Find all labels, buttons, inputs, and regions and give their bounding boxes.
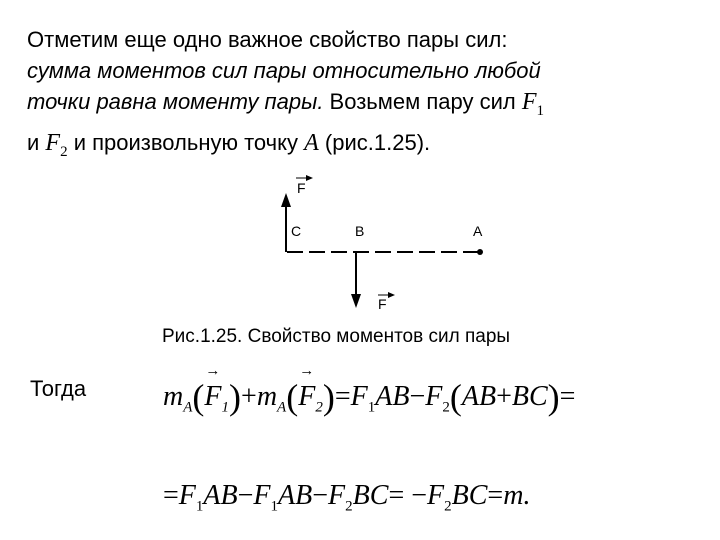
formula-line-1: [163, 376, 575, 418]
symbol-point-A: A: [304, 129, 319, 156]
f2-BC1: BC: [352, 480, 389, 511]
f2-F1a-sub: 1: [195, 498, 204, 515]
f2-m-end: m.: [503, 480, 531, 511]
f2-F2a: F: [328, 480, 346, 511]
line2-italic-text: сумма моментов сил пары относительно любой: [27, 58, 541, 83]
f2-F2b-sub: 2: [444, 498, 452, 515]
symbol-F2-sub: 2: [60, 143, 68, 160]
f1-plus: +: [241, 381, 257, 412]
point-A-dot: [477, 249, 483, 255]
f2-eq: =: [163, 480, 179, 511]
f2-F1b: F: [253, 480, 271, 511]
f1-lp2: (: [286, 377, 299, 417]
f1-vecF1-sub: 1: [221, 399, 230, 416]
f1-vecF2-letter: F: [298, 381, 316, 412]
f2-F1a: F: [178, 480, 196, 511]
top-vector-arrowhead: [306, 175, 313, 181]
figure-caption: Рис.1.25. Свойство моментов сил пары: [162, 326, 511, 347]
f1-vecF2: [298, 381, 323, 417]
f1-F2: F: [425, 381, 443, 412]
f1-plus2: +: [496, 381, 512, 412]
symbol-F1-sub: 1: [536, 102, 545, 119]
f1-F2-sub: 2: [442, 399, 450, 416]
force-down-arrowhead: [351, 294, 361, 308]
f2-F1b-sub: 1: [270, 498, 279, 515]
f1-vecF1: [204, 381, 229, 417]
line1-text: Отметим еще одно важное свойство пары сил:: [27, 27, 508, 52]
f1-vecF2-sub: 2: [315, 399, 323, 416]
f1-rp3: ): [547, 377, 560, 417]
force-up-arrowhead: [281, 193, 291, 207]
f1-minus: −: [409, 381, 426, 412]
f2-F2a-sub: 2: [345, 498, 353, 515]
line4-mid-text: и произвольную точку: [67, 129, 305, 155]
f1-F1-sub: 1: [367, 399, 376, 416]
label-A: A: [473, 223, 483, 239]
f1-eq2: =: [559, 381, 576, 412]
f2-minus1: −: [237, 480, 254, 511]
f1-rp2: ): [322, 377, 335, 417]
formula-line-2: [163, 480, 530, 516]
f1-rp1: ): [229, 377, 242, 417]
f1-eq1: =: [334, 381, 351, 412]
line4-end-text: (рис.1.25).: [318, 129, 431, 155]
bottom-vector-arrowhead: [388, 292, 395, 298]
f1-BC: BC: [511, 381, 548, 412]
f2-minus2: −: [312, 480, 329, 511]
f1-m2: m: [256, 381, 278, 412]
line3-italic-text: точки равна моменту пары.: [27, 89, 324, 114]
togda-word: Тогда: [30, 376, 87, 401]
f2-F2b: F: [427, 480, 445, 511]
label-F-bottom: F: [378, 296, 387, 312]
f2-eq-neg: = −: [388, 480, 428, 511]
f1-lp3: (: [449, 377, 462, 417]
label-B: B: [355, 223, 365, 239]
label-F-top: F: [297, 180, 306, 196]
line3-rest-text: Возьмем пару сил: [323, 89, 522, 114]
f2-AB1: AB: [203, 480, 238, 511]
symbol-F2-letter: F: [45, 129, 61, 156]
f2-BC2: BC: [451, 480, 488, 511]
f1-m1-sub: A: [183, 399, 193, 416]
f1-vecF1-letter: F: [204, 381, 222, 412]
label-C: C: [291, 223, 302, 239]
f1-AB2: AB: [461, 381, 497, 412]
and-word: и: [27, 129, 46, 155]
f1-m2-sub: A: [277, 399, 287, 416]
f2-AB2: AB: [278, 480, 313, 511]
f1-AB1: AB: [375, 381, 410, 412]
f1-F1: F: [350, 381, 368, 412]
f1-lp1: (: [192, 377, 205, 417]
f2-eq2: =: [487, 480, 504, 511]
symbol-F1-letter: F: [521, 89, 537, 115]
f1-m1: m: [163, 381, 184, 412]
